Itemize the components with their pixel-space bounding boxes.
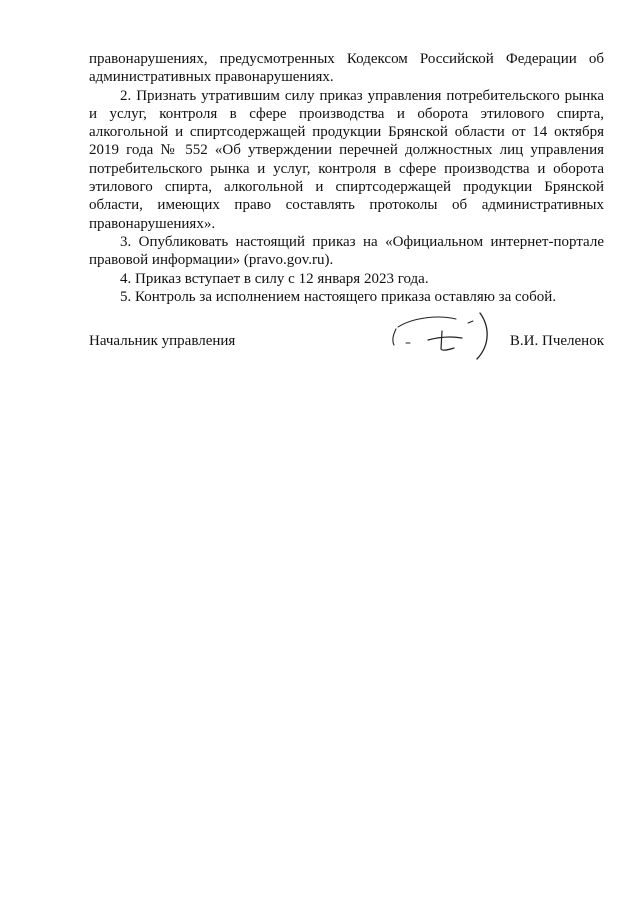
paragraph-continuation: правонарушениях, предусмотренных Кодексом Российской Федерации об административных правонарушениях.: [89, 51, 604, 86]
paragraph-3: 3. Опубликовать настоящий приказ на «Официальном интернет-портале правовой информации» (pravo.gov.ru).: [89, 233, 604, 269]
signatory-position: Начальник управления: [89, 333, 236, 349]
signatory-name: В.И. Пчеленок: [509, 333, 604, 349]
handwritten-signature: [384, 305, 494, 365]
paragraph-4: 4. Приказ вступает в силу с 12 января 2023 года.: [120, 270, 429, 287]
document-body: [89, 50, 604, 306]
signature-block: [89, 332, 604, 354]
paragraph-5: 5. Контроль за исполнением настоящего приказа оставляю за собой.: [120, 288, 557, 305]
paragraph-2: 2. Признать утратившим силу приказ управления потребительского рынка и услуг, контроля в сфере производства и оборота этилового спирта, алкогольной и спиртсодержащей продукции Брянской области от 14 октября 2019 года № 552 «Об утверждении перечней должностных лиц управления потребительского рынка и услуг, контроля в сфере производства и оборота этилового спирта, алкогольной и спиртсодержащей продукции Брянской области, имеющих право составлять протоколы об административных правонарушениях».: [89, 87, 604, 232]
